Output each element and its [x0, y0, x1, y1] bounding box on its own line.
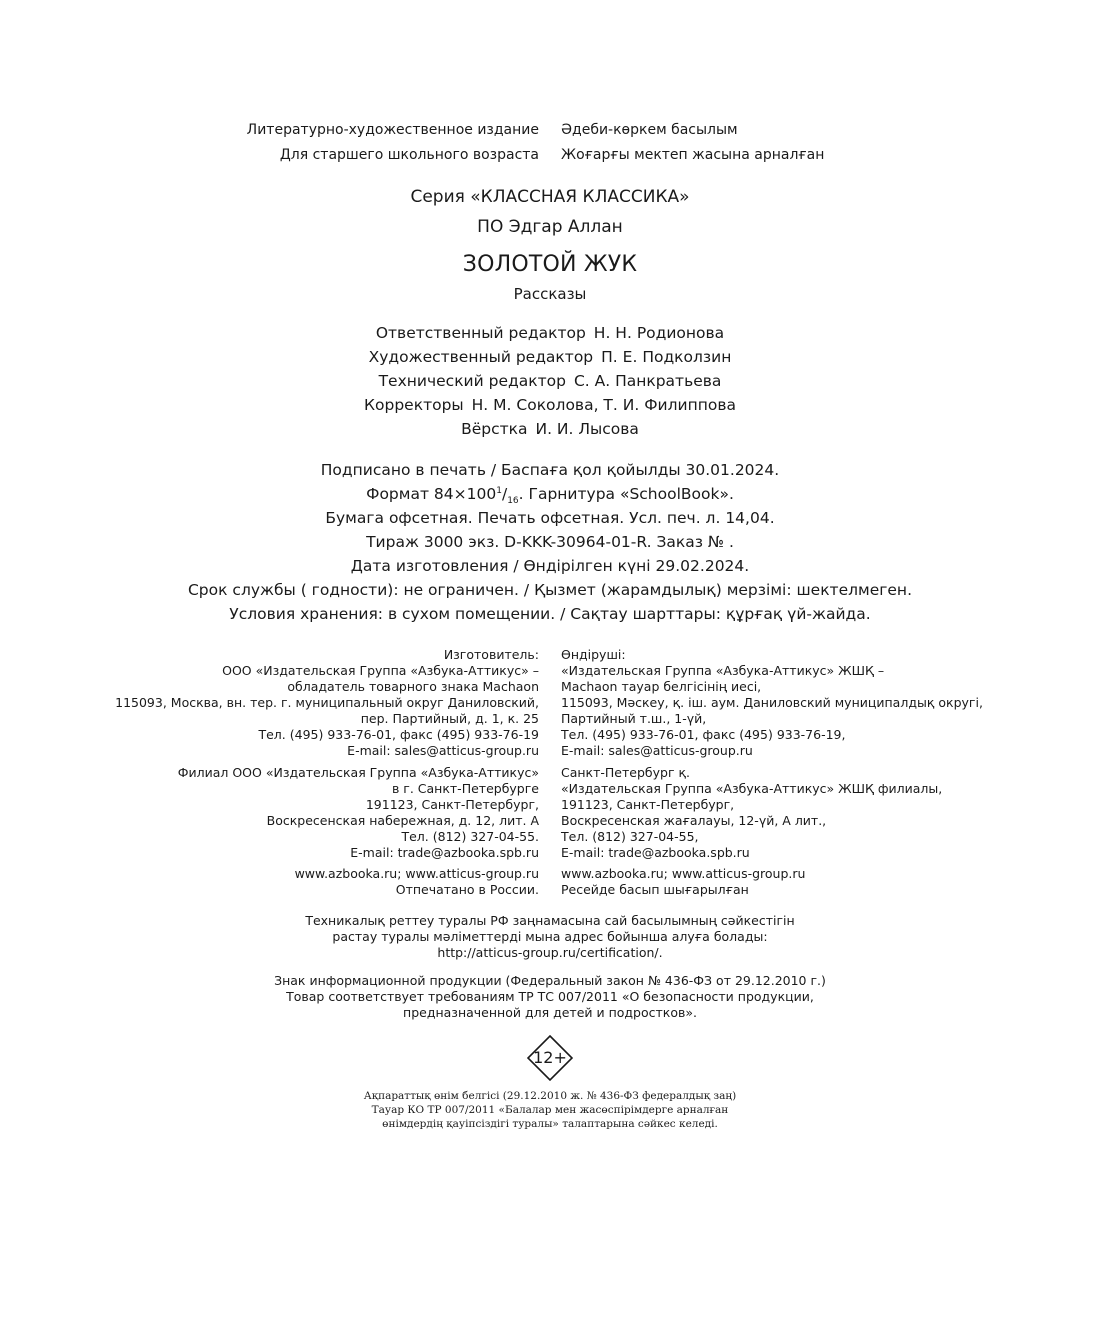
- kz-note-line: Ақпараттық өнім белгісі (29.12.2010 ж. № 436-ФЗ федералдық заң): [363, 1090, 737, 1102]
- series-line: Серия «КЛАССНАЯ КЛАССИКА»: [410, 187, 690, 207]
- credit-role: Корректоры: [364, 396, 464, 414]
- credit-role: Технический редактор: [378, 372, 566, 390]
- publisher-left-line: 115093, Москва, вн. тер. г. муниципальный округ Даниловский,: [115, 695, 539, 710]
- credit-role: Ответственный редактор: [375, 324, 586, 342]
- publisher-right-line: «Издательская Группа «Азбука-Аттикус» ЖШҚ –: [561, 663, 885, 678]
- publisher-left-line: Тел. (495) 933-76-01, факс (495) 933-76-19: [258, 727, 539, 742]
- publisher-right-line: «Издательская Группа «Азбука-Аттикус» ЖШҚ филиалы,: [561, 781, 943, 796]
- certification-link: http://atticus-group.ru/certification/.: [437, 945, 663, 960]
- publisher-right-line: Тел. (812) 327-04-55,: [561, 829, 699, 844]
- credit-line: [0, 420, 1100, 438]
- info-sign-line: Знак информационной продукции (Федеральный закон № 436-ФЗ от 29.12.2010 г.): [274, 973, 826, 988]
- imprint-manufactured: Дата изготовления / Өндірілген күні 29.02.2024.: [350, 557, 750, 575]
- header-left-line-1: Литературно-художественное издание: [246, 122, 539, 138]
- publisher-left-line: 191123, Санкт-Петербург,: [365, 797, 539, 812]
- certification-line: растау туралы мәліметтерді мына адрес бойынша алуға болады:: [332, 929, 768, 944]
- publisher-right-line: www.azbooka.ru; www.atticus-group.ru: [561, 866, 806, 881]
- age-rating-label: 12+: [533, 1048, 567, 1067]
- credit-name: И. И. Лысова: [535, 420, 639, 438]
- publisher-left-line: E-mail: trade@azbooka.spb.ru: [350, 845, 539, 860]
- publisher-right-line: Ресейде басып шығарылған: [561, 882, 749, 897]
- credit-name: Н. Н. Родионова: [593, 324, 725, 342]
- age-rating-badge: [527, 1035, 573, 1081]
- publisher-left-line: Филиал ООО «Издательская Группа «Азбука-Аттикус»: [177, 765, 539, 780]
- format-suffix: . Гарнитура «SchoolBook».: [518, 485, 734, 503]
- publisher-left-line: в г. Санкт-Петербурге: [391, 781, 539, 796]
- credit-role: Художественный редактор: [368, 348, 594, 366]
- book-title: ЗОЛОТОЙ ЖУК: [462, 252, 638, 277]
- publisher-left-line: Изготовитель:: [443, 647, 539, 662]
- publisher-left-line: Тел. (812) 327-04-55.: [401, 829, 539, 844]
- publisher-right-line: 115093, Мәскеу, қ. іш. аум. Даниловский муниципалдық округі,: [561, 695, 983, 710]
- credit-name: Н. М. Соколова, Т. И. Филиппова: [471, 396, 736, 414]
- info-sign-line: Товар соответствует требованиям ТР ТС 007/2011 «О безопасности продукции,: [286, 989, 814, 1004]
- credit-role: Вёрстка: [461, 420, 528, 438]
- format-denominator: 16: [507, 496, 519, 507]
- certification-line: Техникалық реттеу туралы РФ заңнамасына сай басылымның сәйкестігін: [305, 913, 795, 928]
- info-sign-line: предназначенной для детей и подростков».: [403, 1005, 697, 1020]
- publisher-left-line: E-mail: sales@atticus-group.ru: [347, 743, 539, 758]
- publisher-right-line: 191123, Санкт-Петербург,: [561, 797, 735, 812]
- credit-name: П. Е. Подколзин: [601, 348, 732, 366]
- header-left-line-2: Для старшего школьного возраста: [279, 147, 539, 163]
- publisher-left-line: обладатель товарного знака Machaon: [287, 679, 539, 694]
- publisher-left-line: пер. Партийный, д. 1, к. 25: [360, 711, 539, 726]
- imprint-signed: Подписано в печать / Баспаға қол қойылды 30.01.2024.: [320, 461, 780, 479]
- publisher-right-line: E-mail: trade@azbooka.spb.ru: [561, 845, 750, 860]
- credit-line: [0, 348, 1100, 366]
- imprint-paper: Бумага офсетная. Печать офсетная. Усл. печ. л. 14,04.: [325, 509, 775, 527]
- imprint-service-life: Срок службы ( годности): не ограничен. / Қызмет (жарамдылық) мерзімі: шектелмеген.: [187, 581, 912, 599]
- credit-line: [0, 372, 1100, 390]
- publisher-left-line: www.azbooka.ru; www.atticus-group.ru: [294, 866, 539, 881]
- publisher-left-line: Воскресенская набережная, д. 12, лит. А: [266, 813, 539, 828]
- publisher-right-line: Тел. (495) 933-76-01, факс (495) 933-76-19,: [561, 727, 846, 742]
- book-subtitle: Рассказы: [513, 285, 587, 303]
- kz-note-line: Тауар КО ТР 007/2011 «Балалар мен жасөспірімдерге арналған: [371, 1104, 729, 1116]
- publisher-right-line: E-mail: sales@atticus-group.ru: [561, 743, 753, 758]
- publisher-right-line: Санкт-Петербург қ.: [561, 765, 691, 780]
- format-numerator: 1: [496, 485, 502, 496]
- publisher-right-line: Өндіруші:: [561, 647, 626, 662]
- publisher-right-line: Партийный т.ш., 1-үй,: [561, 711, 707, 726]
- imprint-print-run: Тираж 3000 экз. D-KKK-30964-01-R. Заказ № .: [366, 533, 734, 551]
- kz-note-line: өнімдердің қауіпсіздігі туралы» талаптарына сәйкес келеді.: [382, 1118, 718, 1130]
- imprint-format: Формат $84\times 100^1/_{16}$. Гарнитура «SchoolBook».: [366, 485, 734, 507]
- publisher-left-line: ООО «Издательская Группа «Азбука-Аттикус» –: [222, 663, 539, 678]
- publisher-left-line: Отпечатано в России.: [395, 882, 539, 897]
- header-right-line-2: Жоғарғы мектеп жасына арналған: [561, 147, 825, 163]
- credit-name: С. А. Панкратьева: [573, 372, 722, 390]
- publisher-right-line: Machaon тауар белгісінің иесі,: [561, 679, 762, 694]
- author-line: ПО Эдгар Аллан: [477, 217, 623, 237]
- header-right-line-1: Әдеби-көркем басылым: [561, 122, 738, 138]
- credit-line: [0, 396, 1100, 414]
- publisher-right-line: Воскресенская жағалауы, 12-үй, А лит.,: [561, 813, 827, 828]
- imprint-storage: Условия хранения: в сухом помещении. / Сақтау шарттары: құрғақ үй-жайда.: [229, 605, 871, 623]
- format-prefix: Формат 84×100: [366, 485, 497, 503]
- credit-line: [0, 324, 1100, 342]
